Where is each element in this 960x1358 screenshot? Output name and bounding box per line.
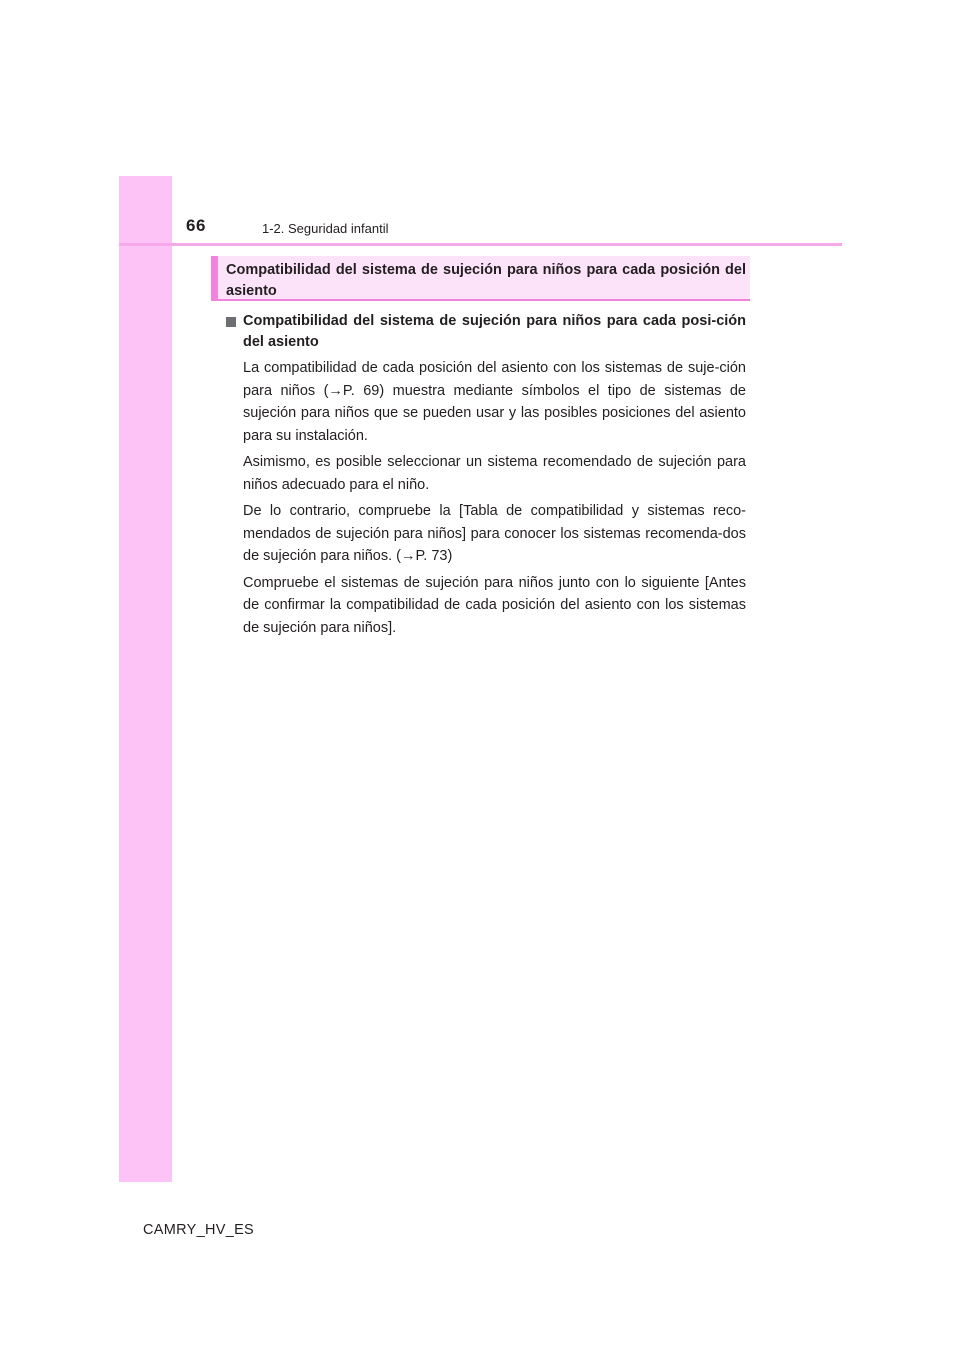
chapter-title: 1-2. Seguridad infantil xyxy=(262,221,389,236)
paragraph-table-reference: De lo contrario, compruebe la [Tabla de compatibilidad y sistemas reco-mendados de sujeción para niños] para conocer los sistemas recomenda-dos de sujeción para niños. (→P. 73) xyxy=(243,503,746,564)
section-title: Compatibilidad del sistema de sujeción para niños para cada posición del asiento xyxy=(226,262,746,299)
section-heading-box xyxy=(211,256,750,301)
sub-heading: Compatibilidad del sistema de sujeción para niños para cada posi-ción del asiento xyxy=(243,313,746,350)
content-body xyxy=(224,311,746,639)
document-code: CAMRY_HV_ES xyxy=(143,1222,255,1238)
square-bullet-icon xyxy=(226,317,236,327)
sub-heading-row xyxy=(224,311,746,353)
side-tab-strip xyxy=(119,176,172,1182)
paragraph-compatibility: La compatibilidad de cada posición del asiento con los sistemas de suje-ción para niños (→P. 69) muestra mediante símbolos el tipo de sistemas de sujeción para niños que se pueden usar y las posibles posiciones del asiento para su instalación. xyxy=(243,360,746,444)
page-number: 66 xyxy=(186,216,206,235)
paragraph-check: Compruebe el sistemas de sujeción para niños junto con lo siguiente [Antes de confirmar la compatibilidad de cada posición del asiento con los sistemas de sujeción para niños]. xyxy=(243,574,746,636)
paragraph-recommended: Asimismo, es posible seleccionar un sistema recomendado de sujeción para niños adecuado para el niño. xyxy=(243,454,746,493)
header-rule xyxy=(119,243,842,246)
